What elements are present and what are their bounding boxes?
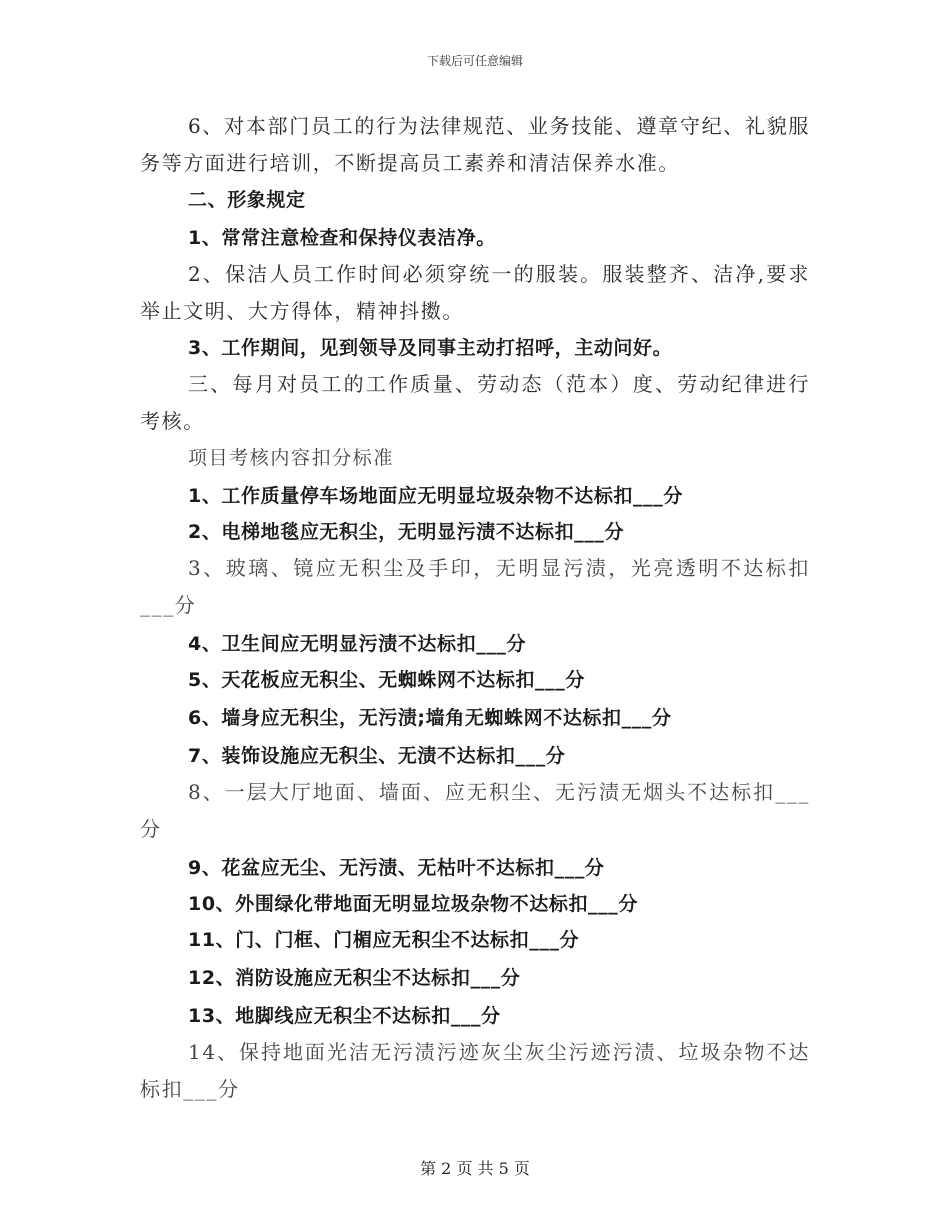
assessment-item-2: 2、电梯地毯应无积尘，无明显污渍不达标扣___分 [188,521,625,543]
image-rule-2: 2、保洁人员工作时间必须穿统一的服装。服装整齐、洁净,要求举止文明、大方得体，精神抖擞。 [140,262,810,323]
assessment-item-3: 3、玻璃、镜应无积尘及手印，无明显污渍，光亮透明不达标扣___分 [140,556,810,617]
assessment-item-12: 12、消防设施应无积尘不达标扣___分 [188,967,521,989]
assessment-item-10: 10、外围绿化带地面无明显垃圾杂物不达标扣___分 [188,893,638,915]
assessment-item-14: 14、保持地面光洁无污渍污迹灰尘灰尘污迹污渍、垃圾杂物不达标扣___分 [140,1040,810,1101]
assessment-item-6: 6、墙身应无积尘，无污渍;墙角无蜘蛛网不达标扣___分 [188,707,672,729]
assessment-item-8: 8、一层大厅地面、墙面、应无积尘、无污渍无烟头不达标扣___分 [140,780,810,841]
table-heading: 项目考核内容扣分标准 [188,447,395,469]
assessment-item-7: 7、装饰设施应无积尘、无渍不达标扣___分 [188,745,566,767]
assessment-item-4: 4、卫生间应无明显污渍不达标扣___分 [188,633,527,655]
assessment-item-13: 13、地脚线应无积尘不达标扣___分 [188,1005,501,1027]
image-rule-1: 1、常常注意检查和保持仪表洁净。 [188,227,496,249]
assessment-item-9: 9、花盆应无尘、无污渍、无枯叶不达标扣___分 [188,857,605,879]
assessment-item-1: 1、工作质量停车场地面应无明显垃圾杂物不达标扣___分 [188,485,683,507]
paragraph-assessment: 三、每月对员工的工作质量、劳动态（范本）度、劳动纪律进行考核。 [140,372,810,433]
page-footer-number: 第 2 页 共 5 页 [420,1159,530,1178]
assessment-item-5: 5、天花板应无积尘、无蜘蛛网不达标扣___分 [188,669,585,691]
image-rule-3: 3、工作期间，见到领导及同事主动打招呼，主动问好。 [188,337,673,359]
paragraph-training: 6、对本部门员工的行为法律规范、业务技能、遵章守纪、礼貌服务等方面进行培训，不断提高员工素养和清洁保养水准。 [140,114,810,175]
assessment-item-11: 11、门、门框、门楣应无积尘不达标扣___分 [188,929,580,951]
page-header-note: 下载后可任意编辑 [426,54,523,68]
section-heading-image: 二、形象规定 [188,189,306,211]
